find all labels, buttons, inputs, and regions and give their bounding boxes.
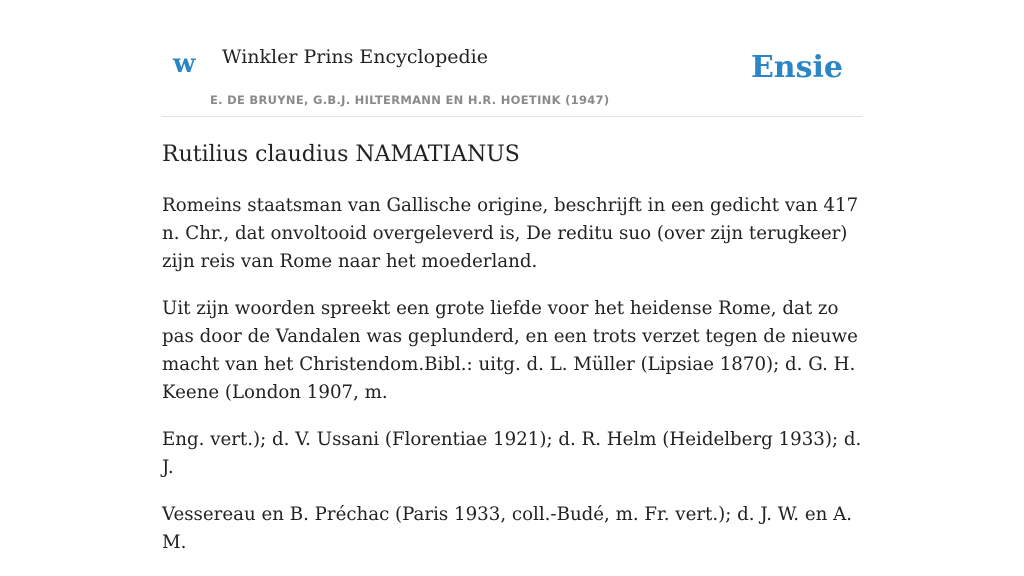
site-header <box>162 0 862 117</box>
winkler-prins-logo[interactable]: w <box>173 49 196 79</box>
article-paragraph: Vessereau en B. Préchac (Paris 1933, coll.-Budé, m. Fr. vert.); d. J. W. en A. M. <box>162 504 853 553</box>
article-body <box>162 192 868 576</box>
source-title[interactable]: Winkler Prins Encyclopedie <box>222 46 488 68</box>
source-authors: E. DE BRUYNE, G.B.J. HILTERMANN EN H.R. HOETINK (1947) <box>210 93 610 107</box>
article-paragraph: Uit zijn woorden spreekt een grote liefde voor het heidense Rome, dat zo pas door de Vandalen was geplunderd, en een trots verzet tegen de nieuwe macht van het Christendom.Bibl.: uitg. d. L. Müller (Lipsiae 1870); d. G. H. Keene (London 1907, m. <box>162 298 858 403</box>
article-title: Rutilius claudius NAMATIANUS <box>162 142 520 167</box>
page-container <box>162 0 862 553</box>
article-paragraph: Romeins staatsman van Gallische origine, beschrijft in een gedicht van 417 n. Chr., dat onvoltooid overgeleverd is, De reditu suo (over zijn terugkeer) zijn reis van Rome naar het moederland. <box>162 195 859 272</box>
ensie-logo[interactable]: Ensie <box>750 50 843 85</box>
article-paragraph: Eng. vert.); d. V. Ussani (Florentiae 1921); d. R. Helm (Heidelberg 1933); d. J. <box>162 429 862 478</box>
